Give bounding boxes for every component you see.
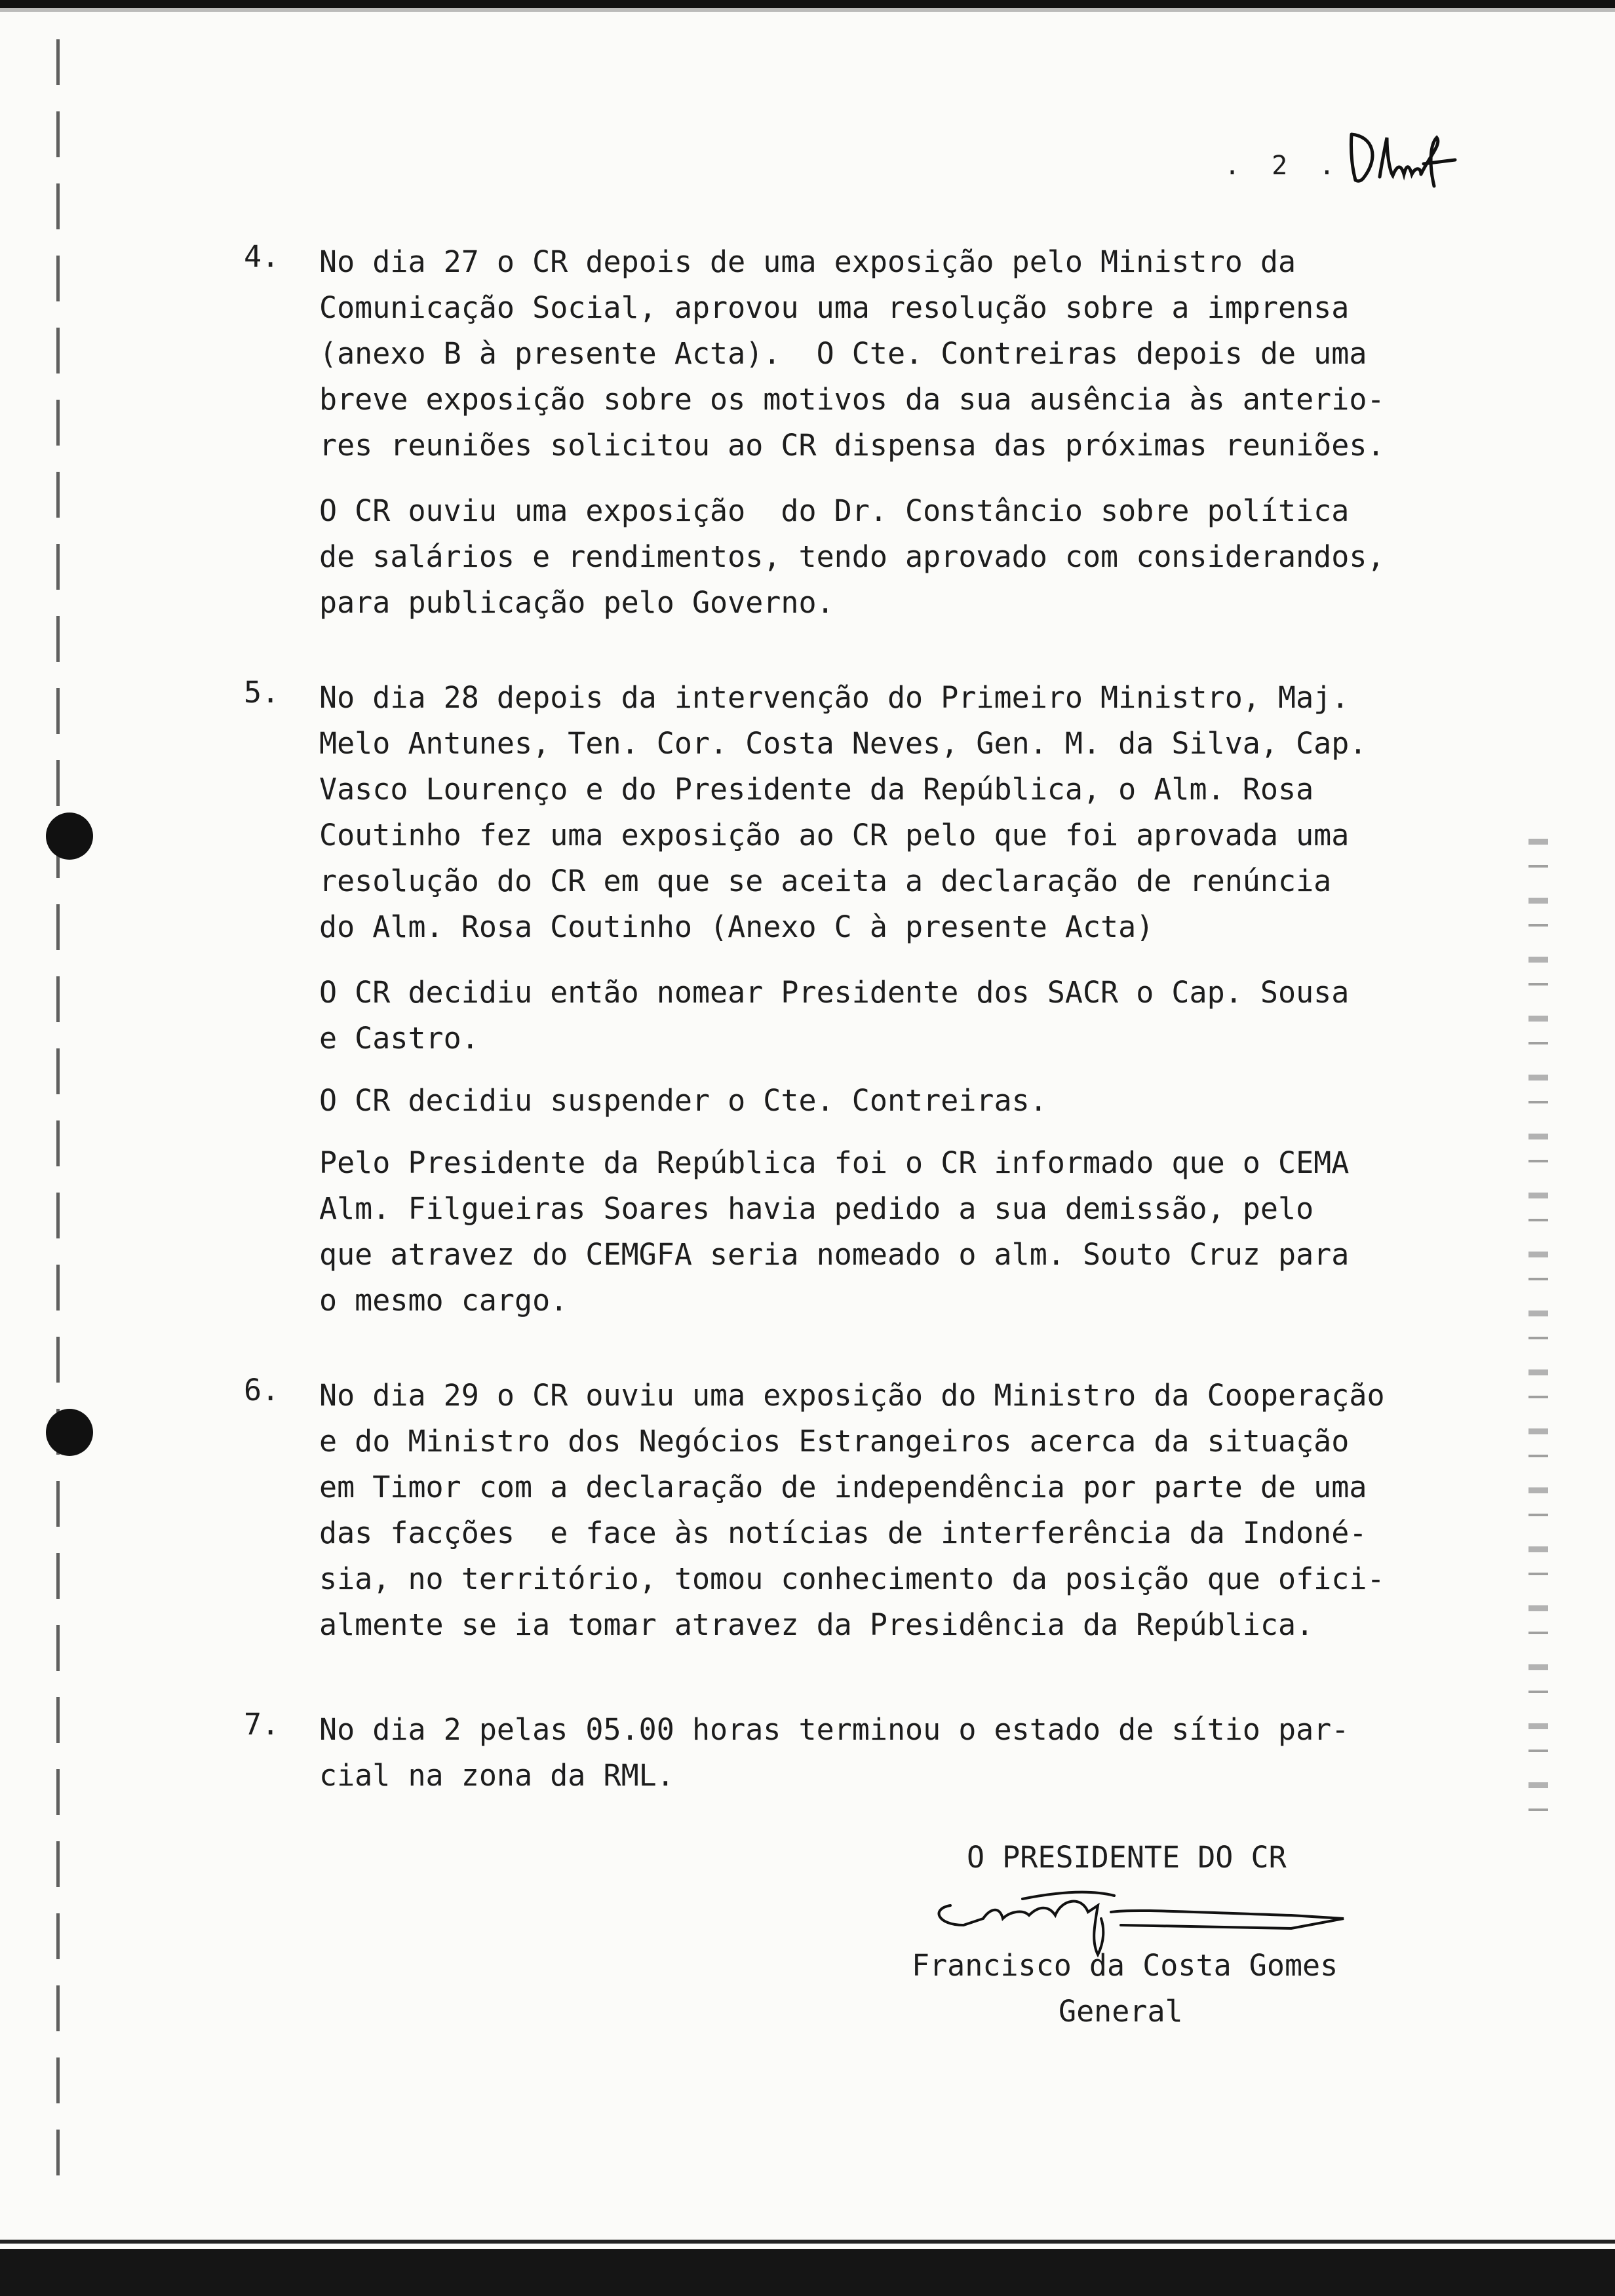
text-line: Vasco Lourenço e do Presidente da República, o Alm. Rosa bbox=[319, 772, 1314, 807]
scan-right-edge-noise bbox=[1528, 839, 1548, 1822]
text-line: breve exposição sobre os motivos da sua ausência às anterio- bbox=[319, 382, 1385, 417]
text-line: Alm. Filgueiras Soares havia pedido a sua demissão, pelo bbox=[319, 1191, 1314, 1226]
paragraph-number: 4. bbox=[244, 239, 280, 274]
paragraph-number: 5. bbox=[244, 675, 280, 710]
text-line: No dia 28 depois da intervenção do Primeiro Ministro, Maj. bbox=[319, 680, 1350, 715]
text-line: do Alm. Rosa Coutinho (Anexo C à presente Acta) bbox=[319, 909, 1154, 944]
text-line: O CR decidiu então nomear Presidente dos SACR o Cap. Sousa bbox=[319, 975, 1350, 1010]
text-line: Melo Antunes, Ten. Cor. Costa Neves, Gen. M. da Silva, Cap. bbox=[319, 726, 1367, 761]
text-line: No dia 27 o CR depois de uma exposição pelo Ministro da bbox=[319, 244, 1296, 279]
paragraph-text bbox=[319, 675, 1492, 950]
text-line: Comunicação Social, aprovou uma resolução sobre a imprensa bbox=[319, 290, 1350, 325]
page-number: . 2 . bbox=[1224, 151, 1343, 181]
punch-hole-bottom bbox=[46, 1409, 93, 1456]
text-line: No dia 2 pelas 05.00 horas terminou o estado de sítio par- bbox=[319, 1712, 1350, 1747]
paragraph-text bbox=[319, 1707, 1492, 1799]
text-line: de salários e rendimentos, tendo aprovado com considerandos, bbox=[319, 539, 1385, 574]
handwritten-initials bbox=[1344, 118, 1462, 190]
text-line: que atravez do CEMGFA seria nomeado o alm. Souto Cruz para bbox=[319, 1237, 1350, 1272]
text-line: das facções e face às notícias de interferência da Indoné- bbox=[319, 1516, 1367, 1550]
signatory-rank: General bbox=[1059, 1994, 1183, 2029]
text-line: (anexo B à presente Acta). O Cte. Contreiras depois de uma bbox=[319, 336, 1367, 371]
scan-top-shadow bbox=[0, 8, 1615, 12]
text-line: Pelo Presidente da República foi o CR informado que o CEMA bbox=[319, 1145, 1350, 1180]
text-line: o mesmo cargo. bbox=[319, 1283, 568, 1318]
text-line: em Timor com a declaração de independência por parte de uma bbox=[319, 1470, 1367, 1504]
text-line: O CR decidiu suspender o Cte. Contreiras. bbox=[319, 1083, 1047, 1118]
punch-hole-top bbox=[46, 813, 93, 860]
paragraph-text bbox=[319, 1140, 1492, 1324]
text-line: cial na zona da RML. bbox=[319, 1758, 674, 1793]
paragraph-text bbox=[319, 970, 1492, 1062]
scan-top-edge bbox=[0, 0, 1615, 8]
text-line: para publicação pelo Governo. bbox=[319, 585, 834, 620]
text-line: No dia 29 o CR ouviu uma exposição do Ministro da Cooperação bbox=[319, 1378, 1385, 1413]
text-line: resolução do CR em que se aceita a declaração de renúncia bbox=[319, 864, 1332, 898]
paragraph-text bbox=[319, 239, 1492, 469]
paragraph-text bbox=[319, 1078, 1492, 1124]
text-line: almente se ia tomar atravez da Presidência da República. bbox=[319, 1607, 1314, 1642]
paragraph-text bbox=[319, 488, 1492, 626]
binder-margin-line bbox=[56, 39, 60, 2202]
paragraph-number: 6. bbox=[244, 1373, 280, 1407]
paragraph-number: 7. bbox=[244, 1707, 280, 1742]
scan-bottom-line bbox=[0, 2240, 1615, 2244]
text-line: Coutinho fez uma exposição ao CR pelo que foi aprovada uma bbox=[319, 818, 1350, 852]
signature-title: O PRESIDENTE DO CR bbox=[967, 1840, 1287, 1875]
text-line: e do Ministro dos Negócios Estrangeiros acerca da situação bbox=[319, 1424, 1350, 1459]
text-line: res reuniões solicitou ao CR dispensa das próximas reuniões. bbox=[319, 428, 1385, 463]
paragraph-text bbox=[319, 1373, 1492, 1648]
scan-bottom-edge bbox=[0, 2249, 1615, 2296]
signatory-name: Francisco da Costa Gomes bbox=[912, 1948, 1338, 1983]
text-line: O CR ouviu uma exposição do Dr. Constâncio sobre política bbox=[319, 493, 1350, 528]
text-line: sia, no território, tomou conhecimento da posição que ofici- bbox=[319, 1561, 1385, 1596]
text-line: e Castro. bbox=[319, 1021, 479, 1056]
signature-block bbox=[891, 1835, 1416, 2051]
